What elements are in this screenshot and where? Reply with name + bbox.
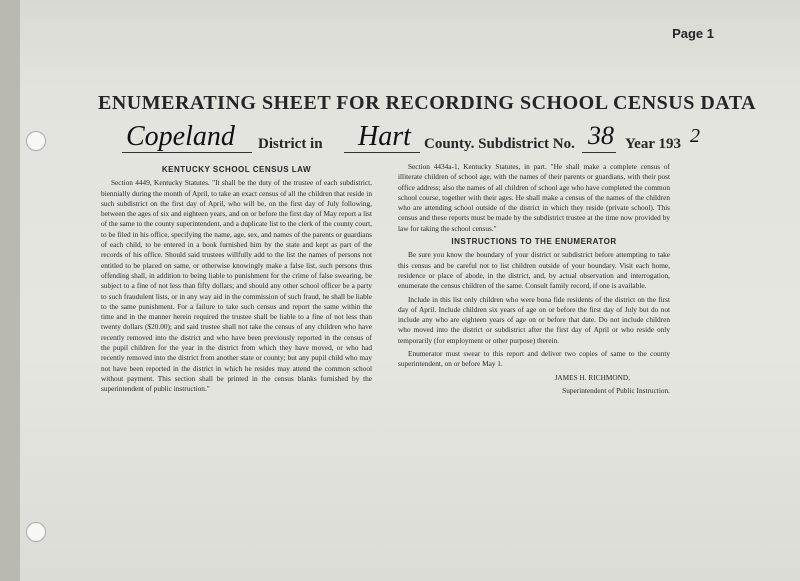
instructions-paragraph-2: Include in this list only children who were bona fide residents of the district on the first day of April. Include children six years of age on or before the first day of July but do not include any who are eighteen years of age on or before that date. Do not include children who moved into the district or subdistrict after the first day of April or who reside only temporarily (for employment or other purpose) therein. <box>398 294 670 345</box>
left-column <box>101 165 372 398</box>
right-column <box>398 162 670 399</box>
instructions-heading: INSTRUCTIONS TO THE ENUMERATOR <box>451 237 617 247</box>
district-label: District in <box>258 136 323 152</box>
county-label: County. Subdistrict No. <box>424 136 575 152</box>
year-label: Year 193 <box>625 136 681 152</box>
census-law-heading: KENTUCKY SCHOOL CENSUS LAW <box>161 165 312 174</box>
district-underline <box>122 152 252 153</box>
county-name-handwritten: Hart <box>358 121 411 152</box>
sheet-title: ENUMERATING SHEET FOR RECORDING SCHOOL CENSUS DATA <box>98 92 757 114</box>
signature-name: JAMES H. RICHMOND, <box>554 372 630 382</box>
punch-hole-top <box>26 131 46 151</box>
subdistrict-underline <box>582 152 616 153</box>
subdistrict-number-handwritten: 38 <box>588 121 614 150</box>
district-name-handwritten: Copeland <box>126 121 235 152</box>
instructions-paragraph-3: Enumerator must swear to this report and deliver two copies of same to the county superintendent, on or before May 1. <box>398 349 670 369</box>
instructions-paragraph-1: Be sure you know the boundary of your district or subdistrict before attempting to take this census and be careful not to list children outside of your boundary. Visit each home, residence or place of abode, in the district, and, by actual observation and interrogation, enumerate the census children of the same. Consult family record, if one is available. <box>398 250 670 291</box>
signature-title: Superintendent of Public Instruction. <box>562 385 670 395</box>
census-law-text: Section 4449, Kentucky Statutes. "It shall be the duty of the trustee of each subdistrict, biennially during the month of April, to take an exact census of all the children that reside in such subdistrict on the first day of April, who will be, on the first day of July following, between the ages of six and eighteen years, and on or before the first day of May report a list of the same to the county superintendent, and a duplicate list to the clerk of the county court, to be filed in his office, specifying the name, age, sex, and names of the parents or guardians of each child, to be entered in a book furnished him by the state and kept as part of the records of his office. Should said trustees willfully add to the list the names of persons not entitled to be placed on same, or otherwise knowingly make a false list, such persons thus offending shall, in addition to being liable to punishment for the crime of false swearing, be subject to a fine of not less than fifty dollars; and should any other school officer be a party to such fraudulent lists, or in any way aid in the commission of such fraud, he shall be liable to the same punishment. For a failure to take such census and report the same within the time and in the manner herein required the trustee shall be liable to a fine of not less than twenty dollars ($20.00); and said trustee shall not take the census of any children who have recently removed into the district and who have been previously reported in the census of the pupil children for the year in the district from which they have moved, or who had recently removed into the district from another state or county; but any pupil child who may not have been reported in the district in which he resides may attend the common school without payment. This section shall be printed in the census blanks furnished by the superintendent of public instruction." <box>101 178 372 394</box>
district-line <box>112 121 712 157</box>
section-4434-text: Section 4434a-1, Kentucky Statutes, in part. "He shall make a complete census of illiterate children of school age, with the names of their parents or guardians, with their post office address; also the names of all children of school age who have completed the common school course, together with their ages. He shall make a census of the names of the children who are attending school outside of the district in which they reside (private school). This census and these reports must be made by the subdistrict trustee at the time now provided by law for taking the school census." <box>398 162 670 233</box>
year-digit-handwritten: 2 <box>690 125 700 147</box>
county-underline <box>344 152 420 153</box>
page-edge-shadow <box>0 0 20 581</box>
punch-hole-bottom <box>26 522 46 542</box>
page-number: Page 1 <box>672 26 714 41</box>
